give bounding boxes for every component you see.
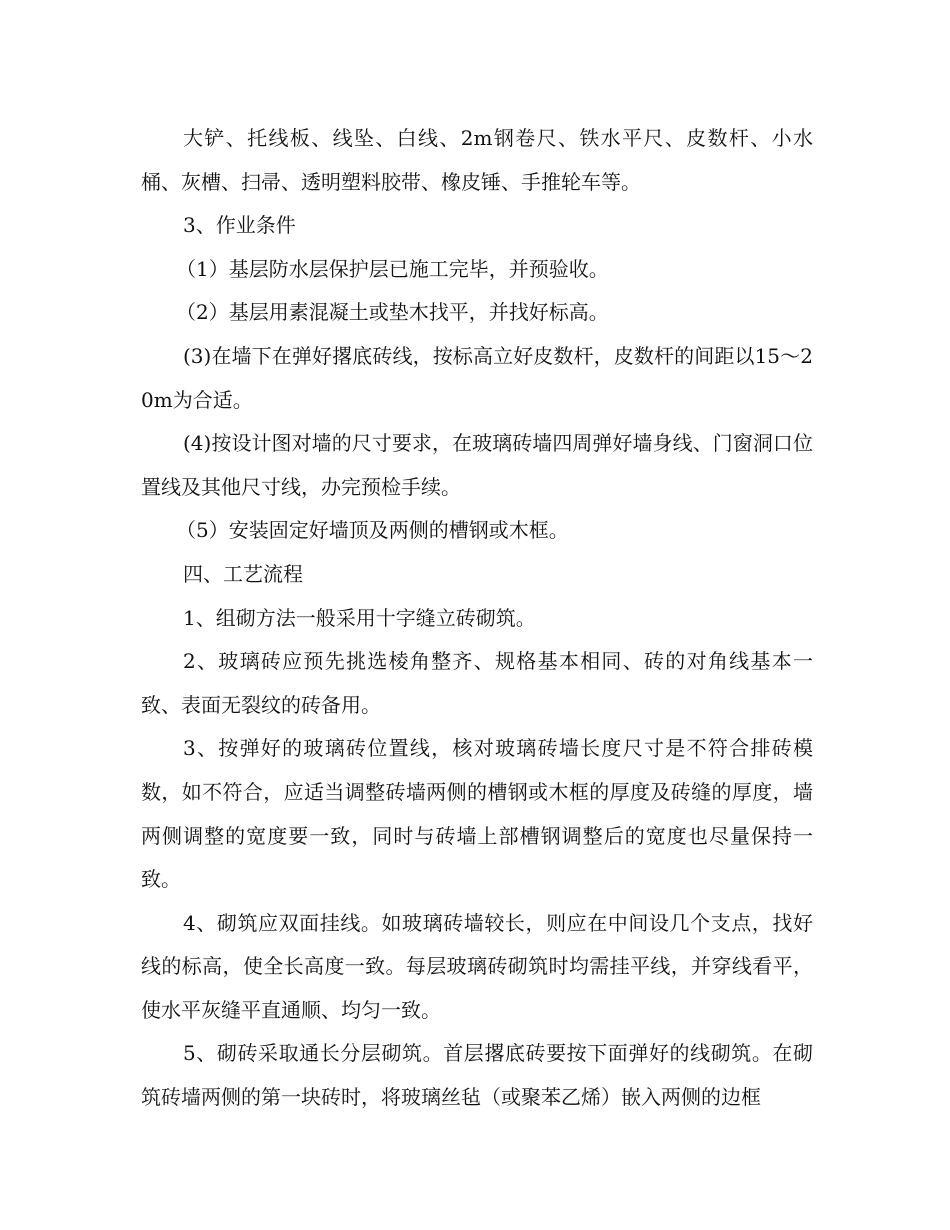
- paragraph-condition-1: （1）基层防水层保护层已施工完毕，并预验收。: [176, 256, 609, 281]
- paragraph-tools-list: 大铲、托线板、线坠、白线、2m钢卷尺、铁水平尺、皮数杆、小水桶、灰槽、扫帚、透明塑料胶带、橡皮锤、手推轮车等。: [141, 126, 813, 194]
- paragraph-step-5: 5、砌砖采取通长分层砌筑。首层撂底砖要按下面弹好的线砌筑。在砌筑砖墙两侧的第一块砖时，将玻璃丝毡（或聚苯乙烯）嵌入两侧的边框: [141, 1041, 813, 1110]
- paragraph-step-2: 2、玻璃砖应预先挑选棱角整齐、规格基本相同、砖的对角线基本一致、表面无裂纹的砖备用。: [141, 649, 813, 717]
- paragraph-step-4: 4、砌筑应双面挂线。如玻璃砖墙较长，则应在中间设几个支点，找好线的标高，使全长高度一致。每层玻璃砖砌筑时均需挂平线，并穿线看平，使水平灰缝平直通顺、均匀一致。: [141, 910, 813, 1022]
- document-body: [141, 117, 813, 1120]
- paragraph-section-process-flow: 四、工艺流程: [183, 561, 303, 586]
- paragraph-condition-3: (3)在墙下在弹好撂底砖线，按标高立好皮数杆，皮数杆的间距以15～20m为合适。: [141, 343, 813, 412]
- paragraph-condition-4: (4)按设计图对墙的尺寸要求，在玻璃砖墙四周弹好墙身线、门窗洞口位置线及其他尺寸线，办完预检手续。: [141, 431, 813, 499]
- paragraph-step-1: 1、组砌方法一般采用十字缝立砖砌筑。: [183, 605, 536, 630]
- paragraph-condition-5: （5）安装固定好墙顶及两侧的槽钢或木框。: [176, 518, 569, 543]
- paragraph-step-3: 3、按弹好的玻璃砖位置线，核对玻璃砖墙长度尺寸是不符合排砖模数，如不符合，应适当调整砖墙两侧的槽钢或木框的厚度及砖缝的厚度，墙两侧调整的宽度要一致，同时与砖墙上部槽钢调整后的宽度也尽量保持一致。: [141, 736, 813, 892]
- paragraph-section-work-conditions: 3、作业条件: [183, 213, 296, 238]
- paragraph-condition-2: （2）基层用素混凝土或垫木找平，并找好标高。: [176, 300, 609, 325]
